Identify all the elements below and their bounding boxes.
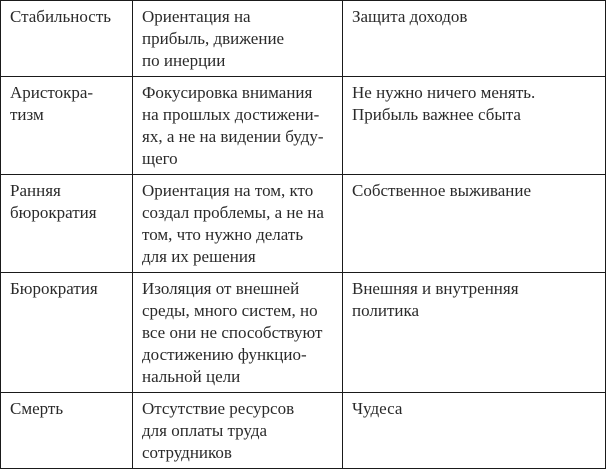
stage-cell (1, 175, 133, 273)
cell-text: Ранняя (10, 181, 61, 200)
protection-cell (343, 77, 606, 175)
cell-text: Защита доходов (352, 7, 468, 26)
cell-text: по инерции (142, 51, 226, 70)
cell-text: Отсутствие ресурсов (142, 399, 295, 418)
protection-cell (343, 393, 606, 469)
cell-text: бюрократия (10, 203, 97, 222)
cell-text: Аристокра- (10, 83, 94, 102)
cell-text: Прибыль важнее сбыта (352, 105, 521, 124)
cell-text: щего (142, 149, 178, 168)
focus-cell (133, 1, 343, 77)
stage-cell (1, 273, 133, 393)
cell-text: прибыль, движение (142, 29, 285, 48)
cell-text: Ориентация на том, кто (142, 181, 314, 200)
cell-text: нальной цели (142, 367, 241, 386)
cell-text: Фокусировка внимания (142, 83, 313, 102)
cell-text: Внешняя и внутренняя (352, 279, 519, 298)
cell-text: тизм (10, 105, 44, 124)
cell-text: Смерть (10, 399, 64, 418)
cell-text: ях, а не на видении буду- (142, 127, 324, 146)
focus-cell (133, 77, 343, 175)
cell-text: политика (352, 301, 420, 320)
stage-cell (1, 77, 133, 175)
protection-cell (343, 1, 606, 77)
cell-text: Чудеса (352, 399, 403, 418)
cell-text: Бюрократия (10, 279, 98, 298)
stage-cell (1, 393, 133, 469)
cell-text: сотрудников (142, 443, 232, 462)
cell-text: том, что нужно делать (142, 225, 304, 244)
table-row (1, 273, 606, 393)
cell-text: Ориентация на (142, 7, 251, 26)
focus-cell (133, 273, 343, 393)
cell-text: для их решения (142, 247, 256, 266)
cell-text: создал проблемы, а не на (142, 203, 324, 222)
protection-cell (343, 175, 606, 273)
cell-text: Изоляция от внешней (142, 279, 300, 298)
table-row (1, 77, 606, 175)
table-row (1, 175, 606, 273)
cell-text: все они не способствуют (142, 323, 323, 342)
cell-text: Не нужно ничего менять. (352, 83, 536, 102)
table-row (1, 393, 606, 469)
stage-cell (1, 1, 133, 77)
cell-text: Собственное выживание (352, 181, 532, 200)
focus-cell (133, 175, 343, 273)
cell-text: Стабильность (10, 7, 112, 26)
cell-text: среды, много систем, но (142, 301, 318, 320)
cell-text: достижению функцио- (142, 345, 307, 364)
cell-text: для оплаты труда (142, 421, 268, 440)
focus-cell (133, 393, 343, 469)
protection-cell (343, 273, 606, 393)
cell-text: на прошлых достижени- (142, 105, 320, 124)
table-row (1, 1, 606, 77)
